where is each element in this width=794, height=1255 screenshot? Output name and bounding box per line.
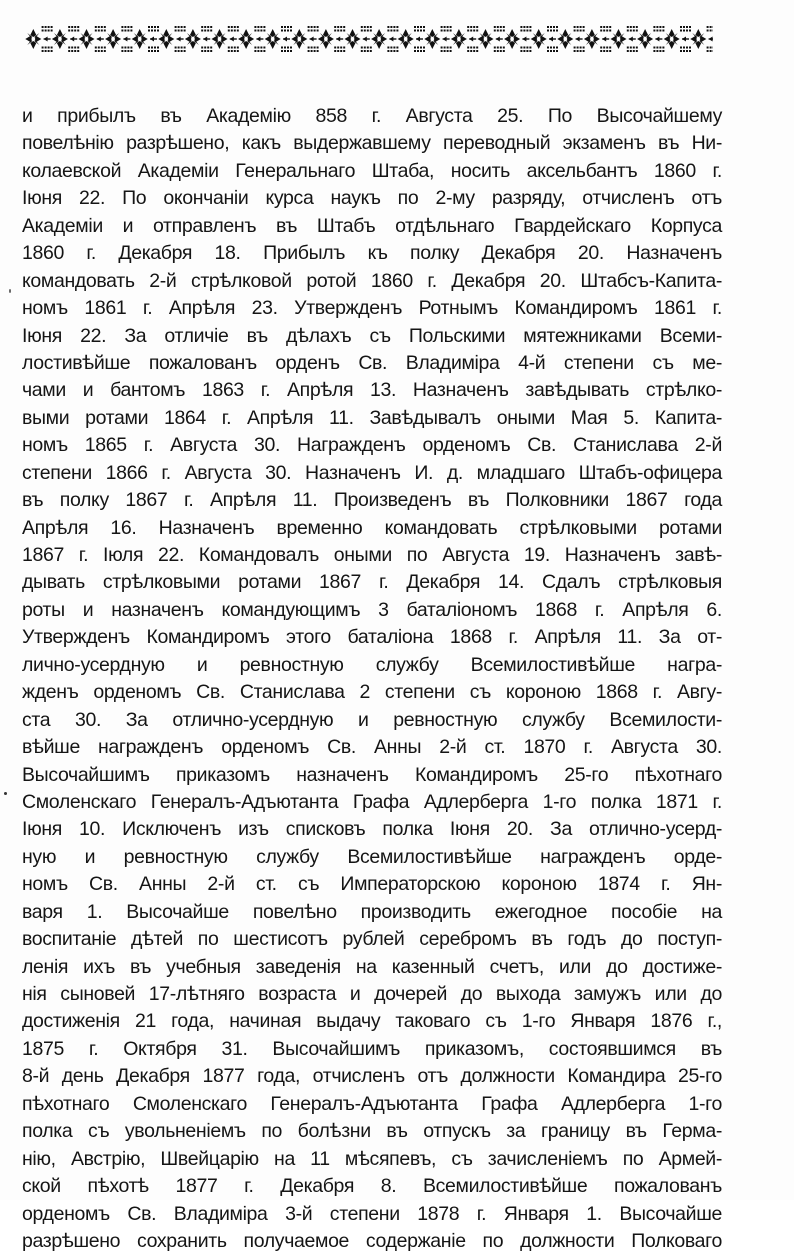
ornament-motif	[345, 26, 372, 52]
text-line: Смоленскаго Генералъ-Адъютанта Графа Адлерберга 1-го полка 1871 г.	[22, 789, 722, 816]
scan-speck	[4, 792, 7, 795]
text-line: ленія ихъ въ учебныя заведенія на казенный счетъ, или до достиже-	[22, 954, 722, 981]
text-line: номъ 1865 г. Августа 30. Награжденъ орденомъ Св. Станислава 2-й	[22, 432, 722, 459]
ornament-motif	[212, 26, 239, 52]
text-line: ской пѣхотѣ 1877 г. Декабря 8. Всемилостивѣйше пожалованъ	[22, 1173, 722, 1200]
text-line: нію, Австрію, Швейцарію на 11 мѣсяпевъ, съ зачисленіемъ по Армей-	[22, 1146, 722, 1173]
ornament-motif	[584, 26, 611, 52]
text-line: пѣхотнаго Смоленскаго Генералъ-Адъютанта Графа Адлерберга 1-го	[22, 1091, 722, 1118]
text-line: орденомъ Св. Владиміра 3-й степени 1878 г. Января 1. Высочайше	[22, 1201, 722, 1228]
text-line: Утвержденъ Командиромъ этого баталіона 1868 г. Апрѣля 11. За от-	[22, 624, 722, 651]
ornament-motif	[318, 26, 345, 52]
text-line: Академіи и отправленъ въ Штабъ отдѣльнаго Гвардейскаго Корпуса	[22, 213, 722, 240]
text-line: степени 1866 г. Августа 30. Назначенъ И. д. младшаго Штабъ-офицера	[22, 460, 722, 487]
ornament-motif	[451, 26, 478, 52]
ornament-motif	[478, 26, 505, 52]
text-line: 1867 г. Іюля 22. Командовалъ оными по Августа 19. Назначенъ завѣ-	[22, 542, 722, 569]
text-line: и прибылъ въ Академію 858 г. Августа 25. По Высочайшему	[22, 103, 722, 130]
text-line: роты и назначенъ командующимъ 3 баталіономъ 1868 г. Апрѣля 6.	[22, 597, 722, 624]
scan-speck	[9, 289, 11, 293]
text-line: вѣйше награжденъ орденомъ Св. Анны 2-й ст. 1870 г. Августа 30.	[22, 734, 722, 761]
text-line: разрѣшено сохранить получаемое содержаніе по должности Полковаго	[22, 1228, 722, 1255]
text-line: воспитаніе дѣтей по шестисотъ рублей серебромъ въ годъ до поступ-	[22, 926, 722, 953]
text-line: Іюня 22. По окончаніи курса наукъ по 2-му разряду, отчисленъ отъ	[22, 185, 722, 212]
text-line: Апрѣля 16. Назначенъ временно командовать стрѣлковыми ротами	[22, 515, 722, 542]
text-line: Іюня 10. Исключенъ изъ списковъ полка Іюня 20. За отлично-усерд-	[22, 816, 722, 843]
text-line: 1875 г. Октября 31. Высочайшимъ приказомъ, состоявшимся въ	[22, 1036, 722, 1063]
text-line: номъ 1861 г. Апрѣля 23. Утвержденъ Ротнымъ Командиромъ 1861 г.	[22, 295, 722, 322]
ornament-motif	[25, 26, 52, 52]
ornament-motif	[185, 26, 212, 52]
ornament-motif	[664, 26, 691, 52]
biography-text	[22, 103, 722, 1255]
ornament-motif	[637, 26, 664, 52]
text-line: колаевской Академіи Генеральнаго Штаба, носить аксельбантъ 1860 г.	[22, 158, 722, 185]
ornament-motif	[238, 26, 265, 52]
text-line: Іюня 22. За отличіе въ дѣлахъ съ Польскими мятежниками Всеми-	[22, 323, 722, 350]
ornament-motif	[690, 26, 713, 52]
ornament-motif	[531, 26, 558, 52]
text-line: 8-й день Декабря 1877 года, отчисленъ отъ должности Командира 25-го	[22, 1063, 722, 1090]
text-line: повелѣнію разрѣшено, какъ выдержавшему переводный экзаменъ въ Ни-	[22, 130, 722, 157]
ornament-motif	[291, 26, 318, 52]
ornament-motif	[611, 26, 638, 52]
text-line: достиженія 21 года, начиная выдачу таковаго съ 1-го Января 1876 г.,	[22, 1008, 722, 1035]
folk-ornament-border-icon	[20, 25, 713, 53]
text-line: номъ Св. Анны 2-й ст. съ Императорскою короною 1874 г. Ян-	[22, 871, 722, 898]
ornament-motif	[52, 26, 79, 52]
ornament-motif	[132, 26, 159, 52]
text-line: Высочайшимъ приказомъ назначенъ Командиромъ 25-го пѣхотнаго	[22, 762, 722, 789]
text-line: нія сыновей 17-лѣтняго возраста и дочерей до выхода замужъ или до	[22, 981, 722, 1008]
text-line: полка съ увольненіемъ по болѣзни въ отпускъ за границу въ Герма-	[22, 1118, 722, 1145]
ornament-motif	[424, 26, 451, 52]
ornament-motif	[371, 26, 398, 52]
text-line: выми ротами 1864 г. Апрѣля 11. Завѣдывалъ оными Мая 5. Капита-	[22, 405, 722, 432]
text-line: чами и бантомъ 1863 г. Апрѣля 13. Назначенъ завѣдывать стрѣлко-	[22, 377, 722, 404]
text-line: варя 1. Высочайше повелѣно производить ежегодное пособіе на	[22, 899, 722, 926]
ornament-motif	[504, 26, 531, 52]
text-line: жденъ орденомъ Св. Станислава 2 степени съ короною 1868 г. Авгу-	[22, 679, 722, 706]
ornament-motif	[557, 26, 584, 52]
text-line: 1860 г. Декабря 18. Прибылъ къ полку Декабря 20. Назначенъ	[22, 240, 722, 267]
ornament-motif	[105, 26, 132, 52]
ornament-motif	[265, 26, 292, 52]
text-line: ную и ревностную службу Всемилостивѣйше награжденъ орде-	[22, 844, 722, 871]
ornament-motif	[79, 26, 106, 52]
text-line: лостивѣйше пожалованъ орденъ Св. Владиміра 4-й степени съ ме-	[22, 350, 722, 377]
ornament-motif	[398, 26, 425, 52]
text-line: лично-усердную и ревностную службу Всемилостивѣйше награ-	[22, 652, 722, 679]
ornament-motif	[158, 26, 185, 52]
text-line: дывать стрѣлковыми ротами 1867 г. Декабря 14. Сдалъ стрѣлковыя	[22, 569, 722, 596]
text-line: ста 30. За отлично-усердную и ревностную службу Всемилости-	[22, 707, 722, 734]
text-line: командовать 2-й стрѣлковой ротой 1860 г. Декабря 20. Штабсъ-Капита-	[22, 268, 722, 295]
text-line: въ полку 1867 г. Апрѣля 11. Произведенъ въ Полковники 1867 года	[22, 487, 722, 514]
